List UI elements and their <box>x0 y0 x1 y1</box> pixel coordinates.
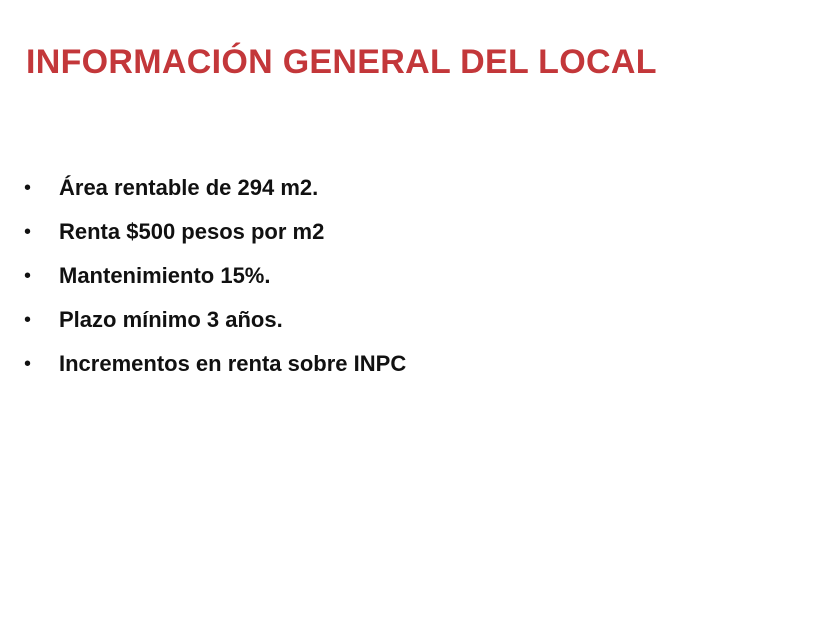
bullet-text-rent: Renta $500 pesos por m2 <box>59 219 325 244</box>
bullet-text-term: Plazo mínimo 3 años. <box>59 307 283 332</box>
bullet-item <box>24 210 406 254</box>
bullet-icon: • <box>24 308 32 331</box>
bullet-icon: • <box>24 176 32 199</box>
bullet-icon: • <box>24 264 32 287</box>
bullet-item <box>24 298 406 342</box>
bullet-item <box>24 166 406 210</box>
slide-title: INFORMACIÓN GENERAL DEL LOCAL <box>26 43 657 81</box>
bullet-text-area: Área rentable de 294 m2. <box>59 175 319 200</box>
bullet-icon: • <box>24 220 32 243</box>
bullet-list <box>24 166 406 386</box>
bullet-item <box>24 254 406 298</box>
bullet-text-increments: Incrementos en renta sobre INPC <box>59 351 407 376</box>
bullet-item <box>24 342 406 386</box>
bullet-icon: • <box>24 352 32 375</box>
bullet-text-maintenance: Mantenimiento 15%. <box>59 263 271 288</box>
